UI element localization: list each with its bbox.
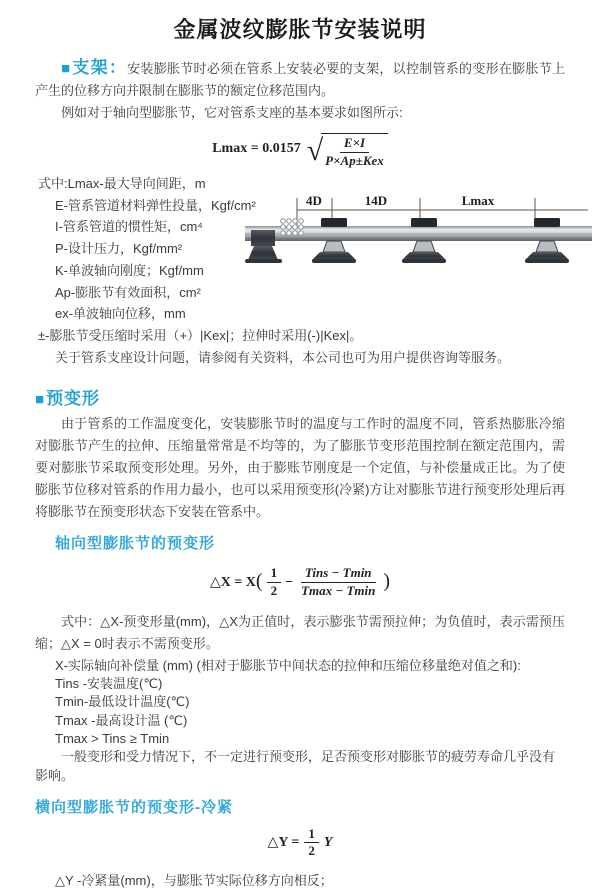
axial-note-line: 一般变形和受力情况下，不一定进行预变形，足否预变形对膨胀节的疲劳寿命几乎没有影响。 <box>35 749 556 783</box>
support-intro-text: 安装膨胀节时必须在管系上安装必要的支架，以控制管系的变形在膨胀节上产生的位移方向并限制在膨胀节的额定位移范围内。 <box>35 61 565 98</box>
formula2-open-paren: ( <box>255 570 263 593</box>
temp-line: Tins -安装温度(℃) <box>55 676 163 692</box>
temp-line: Tmax -最高设计温 (℃) <box>55 712 188 728</box>
formula1-radicand <box>321 133 388 169</box>
predeform-heading-label <box>35 389 100 408</box>
lateral-note-line: △Y -冷紧量(mm)，与膨胀节实际位移方向相反； <box>55 872 333 888</box>
formula1-where-label: 式中:Lmax-最大导向间距，m <box>38 176 206 191</box>
support-intro-paragraph <box>35 57 565 102</box>
sqrt-icon: √ <box>306 133 324 167</box>
formula2-prefix: △X = X <box>209 575 256 591</box>
dim-label-4d: 4D <box>306 193 322 208</box>
definition-line: ex-单波轴向位移，mm <box>55 306 186 322</box>
formula2-temp-fraction <box>297 566 379 599</box>
lateral-coldtight-formula <box>0 827 600 859</box>
formula3-lhs: △Y = <box>267 835 300 851</box>
dim-label-lmax: Lmax <box>461 193 495 208</box>
definition-line: I-管系管道的惯性矩，cm⁴ <box>55 219 203 235</box>
predeform-heading-text: 预变形 <box>46 388 101 408</box>
support-heading-label: 支架： <box>72 58 128 77</box>
guide-spacing-formula <box>0 132 600 166</box>
page-title: 金属波纹膨胀节安装说明 <box>173 17 427 42</box>
formula2-temp-den: Tmax − Tmin <box>301 583 376 599</box>
support-example-line: 例如对于轴向型膨胀节，它对管系支座的基本要求如图所示: <box>61 105 403 120</box>
definition-line: K-单波轴向刚度；Kgf/mm <box>55 262 204 278</box>
lateral-subheading: 横向型膨胀节的预变形-冷紧 <box>35 798 233 816</box>
formula3-rhs: Y <box>323 834 333 850</box>
dim-label-14d: 14D <box>364 193 388 208</box>
temp-line: Tmin-最低设计温度(℃) <box>55 694 190 710</box>
sign-note-line: ±-膨胀节受压缩时采用（+）|Kex|；拉伸时采用(-)|Kex|。 <box>38 328 363 344</box>
pipe-support-diagram <box>238 190 598 298</box>
formula1-numerator: E×I <box>340 136 369 153</box>
formula1-denominator: P×Ap±Kex <box>325 152 384 168</box>
definition-line: P-设计压力，Kgf/mm² <box>55 241 183 257</box>
formula2-temp-num: Tins − Tmin <box>301 566 376 583</box>
blue-square-icon: ■ <box>35 390 46 408</box>
support-section-heading <box>61 58 127 77</box>
formula2-half-fraction <box>267 566 282 599</box>
predeform-section-heading <box>35 384 600 409</box>
definition-line: E-管系管道材料弹性投量，Kgf/cm² <box>55 197 256 213</box>
temp-line: Tmax > Tins ≥ Tmin <box>55 731 170 747</box>
definition-line: Ap-膨胀节有效面积，cm² <box>55 284 201 300</box>
formula2-half-num: 1 <box>267 566 282 583</box>
consult-note-line: 关于管系支座设计问题，请参阅有关资料，本公司也可为用户提供咨询等服务。 <box>55 350 511 366</box>
formula3-half-num: 1 <box>304 827 319 844</box>
axial-predeform-formula <box>0 565 600 601</box>
predeform-paragraph: 由于管系的工作温度变化，安装膨胀节时的温度与工作时的温度不同，管系热膨胀冷缩对膨胀节产生的拉伸、压缩量常常是不均等的，为了膨胀节变形范围控制在额定范围内，需要对膨胀节采取预变形处理。另外，由于膨账节刚度是一个定值，与补偿量成正比。为了使膨胀节位移对管系的作用力最小，也可以采用预变形(冷紧)方让对膨胀节进行预变形处理后再将膨胀节在预变形状态下安装在管系中。 <box>35 415 565 519</box>
formula1-lhs: Lmax = 0.0157 <box>212 141 301 156</box>
formula3-half-den: 2 <box>308 843 315 859</box>
blue-square-icon: ■ <box>61 60 72 77</box>
axial-subheading: 轴向型膨胀节的预变形 <box>55 534 216 552</box>
formula2-half-den: 2 <box>270 583 278 599</box>
x-definition-line: X-实际轴向补偿量 (mm) (相对于膨胀节中间状态的拉伸和压缩位移量绝对值之和): <box>55 657 521 673</box>
formula2-where-paragraph: 式中：△X-预变形量(mm)，△X为正值时，表示膨张节需预拉伸；为负值时，表示需预压缩；△X = 0时表示不需预变形。 <box>35 613 565 651</box>
formula3-half-fraction <box>304 827 319 860</box>
formula1-fraction <box>321 136 388 169</box>
formula2-minus: − <box>285 574 294 590</box>
formula2-close-paren: ) <box>383 570 391 593</box>
